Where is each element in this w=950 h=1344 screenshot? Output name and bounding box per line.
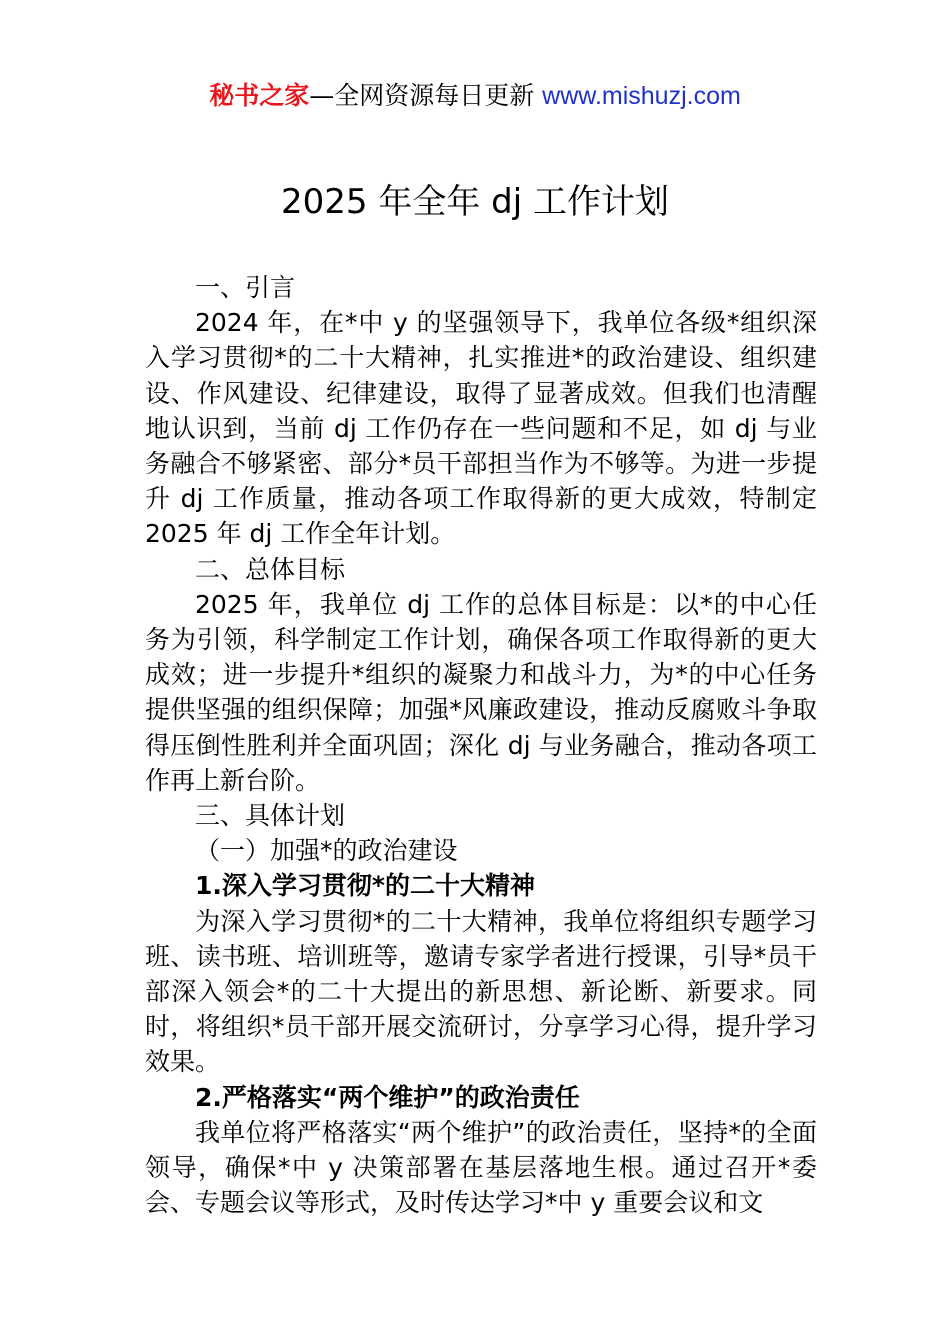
paragraph-goals: 2025 年，我单位 dj 工作的总体目标是：以*的中心任务为引领，科学制定工作计划，确保各项工作取得新的更大成效；进一步提升*组织的凝聚力和战斗力，为*的中心任务提供坚强的组织保障；加强*风廉政建设，推动反腐败斗争取得压倒性胜利并全面巩固；深化 dj 与业务融合，推动各项工作再上新台阶。 xyxy=(145,589,817,795)
subsection-heading-political: （一）加强*的政治建设 xyxy=(195,836,458,866)
document-title: 2025 年全年 dj 工作计划 xyxy=(281,182,669,222)
paragraph-intro: 2024 年，在*中 y 的坚强领导下，我单位各级*组织深入学习贯彻*的二十大精神，扎实推进*的政治建设、组织建设、作风建设、纪律建设，取得了显著成效。但我们也清醒地认识到，当前 dj 工作仍存在一些问题和不足，如 dj 与业务融合不够紧密、部分*员干部担当作为不够等。为进一步提升 dj 工作质量，推动各项工作取得新的更大成效，特制定 2025 年 dj 工作全年计划。 xyxy=(145,308,817,549)
header-tagline: —全网资源每日更新 xyxy=(309,81,543,110)
section-heading-plan: 三、具体计划 xyxy=(195,801,346,831)
paragraph-item-2: 我单位将严格落实“两个维护”的政治责任，坚持*的全面领导，确保*中 y 决策部署在基层落地生根。通过召开*委会、专题会议等形式，及时传达学习*中 y 重要会议和文 xyxy=(145,1117,817,1218)
item-heading-2: 2.严格落实“两个维护”的政治责任 xyxy=(195,1082,580,1112)
site-url-link[interactable]: www.mishuzj.com xyxy=(542,82,741,110)
item-heading-1: 1.深入学习贯彻*的二十大精神 xyxy=(195,871,535,901)
section-heading-goals: 二、总体目标 xyxy=(195,554,346,584)
document-body xyxy=(145,270,817,1220)
section-heading-intro: 一、引言 xyxy=(195,273,296,302)
paragraph-item-1: 为深入学习贯彻*的二十大精神，我单位将组织专题学习班、读书班、培训班等，邀请专家学者进行授课，引导*员干部深入领会*的二十大提出的新思想、新论断、新要求。同时，将组织*员干部开展交流研讨，分享学习心得，提升学习效果。 xyxy=(145,906,817,1077)
site-header xyxy=(0,80,950,112)
brand-name: 秘书之家 xyxy=(209,81,310,110)
